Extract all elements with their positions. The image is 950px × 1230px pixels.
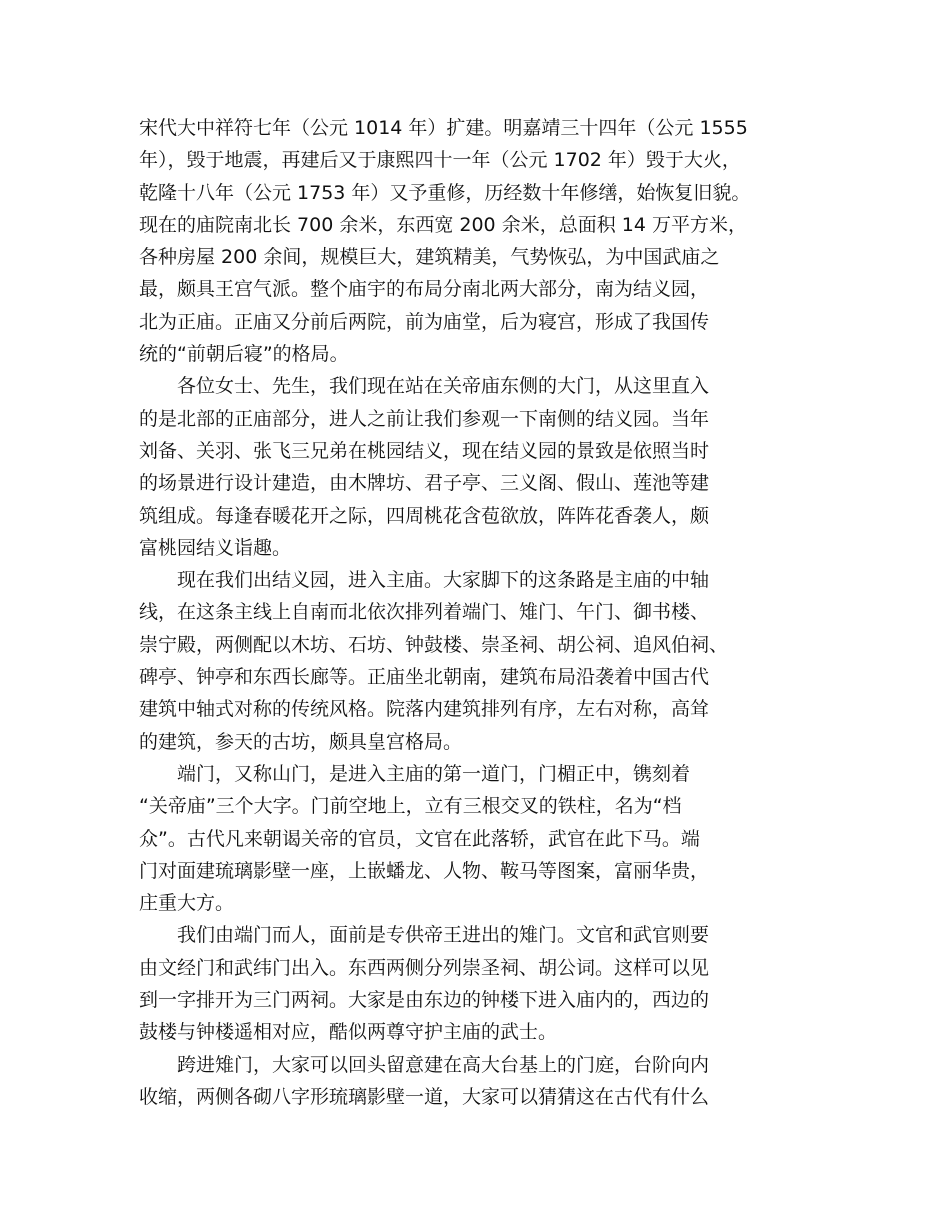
text-line: 刘备、关羽、张飞三兄弟在桃园结义，现在结义园的景致是依照当时 (139, 439, 710, 462)
text-line: 碑亭、钟亭和东西长廊等。正庙坐北朝南，建筑布局沿袭着中国古代 (139, 666, 710, 689)
text-line: 筑组成。每逢春暖花开之际，四周桃花含苞欲放，阵阵花香袭人，颇 (139, 504, 710, 527)
text-line: 庄重大方。 (139, 892, 235, 915)
text-line: 的建筑，参天的古坊，颇具皇宫格局。 (139, 730, 463, 753)
text-line: 线，在这条主线上自南而北依次排列着端门、雉门、午门、御书楼、 (139, 601, 710, 624)
text-line: 的是北部的正庙部分，进人之前让我们参观一下南侧的结义园。当年 (139, 407, 710, 430)
text-line: 现在的庙院南北长 700 余米，东西宽 200 余米，总面积 14 万平方米， (139, 213, 747, 236)
text-line: 建筑中轴式对称的传统风格。院落内建筑排列有序，左右对称，高耸 (139, 698, 710, 721)
text-line: 各位女士、先生，我们现在站在关帝庙东侧的大门，从这里直入 (139, 375, 710, 398)
text-line: 跨进雉门，大家可以回头留意建在高大台基上的门庭，台阶向内 (139, 1053, 710, 1076)
text-line: 各种房屋 200 余间，规模巨大，建筑精美，气势恢弘，为中国武庙之 (139, 246, 720, 269)
text-line: 统的“前朝后寝”的格局。 (139, 343, 349, 366)
text-line: 宋代大中祥符七年（公元 1014 年）扩建。明嘉靖三十四年（公元 1555 (139, 117, 748, 139)
text-line: 北为正庙。正庙又分前后两院，前为庙堂，后为寝宫，形成了我国传 (139, 310, 710, 333)
text-line: 的场景进行设计建造，由木牌坊、君子亭、三义阁、假山、莲池等建 (139, 472, 710, 495)
text-line: 富桃园结义诣趣。 (139, 536, 292, 559)
text-line: 崇宁殿，两侧配以木坊、石坊、钟鼓楼、崇圣祠、胡公祠、追风伯祠、 (139, 633, 729, 656)
text-line: 我们由端门而人，面前是专供帝王进出的雉门。文官和武官则要 (139, 924, 710, 947)
text-line: 鼓楼与钟楼遥相对应，酷似两尊守护主庙的武士。 (139, 1021, 558, 1044)
text-line: 现在我们出结义园，进入主庙。大家脚下的这条路是主庙的中轴 (139, 569, 710, 592)
body-text (139, 112, 799, 1113)
text-line: 最，颇具王宫气派。整个庙宇的布局分南北两大部分，南为结义园， (139, 278, 710, 301)
text-line: 乾隆十八年（公元 1753 年）又予重修，历经数十年修缮，始恢复旧貌。 (139, 181, 751, 204)
text-line: 门对面建琉璃影壁一座，上嵌蟠龙、人物、鞍马等图案，富丽华贵， (139, 859, 710, 882)
text-line: 由文经门和武纬门出入。东西两侧分列崇圣祠、胡公词。这样可以见 (139, 956, 710, 979)
text-line: 到一字排开为三门两祠。大家是由东边的钟楼下进入庙内的，西边的 (139, 989, 710, 1012)
text-line: 收缩，两侧各砌八字形琉璃影壁一道，大家可以猜猜这在古代有什么 (139, 1085, 710, 1108)
text-line: 端门，又称山门，是进入主庙的第一道门，门楣正中，镌刻着 (139, 762, 691, 785)
text-line: 年），毁于地震，再建后又于康熙四十一年（公元 1702 年）毁于大火， (139, 149, 741, 172)
text-line: 众”。古代凡来朝谒关帝的官员，文官在此落轿，武官在此下马。端 (139, 827, 700, 850)
text-line: “关帝庙”三个大字。门前空地上，立有三根交叉的铁柱，名为“档 (139, 795, 682, 818)
